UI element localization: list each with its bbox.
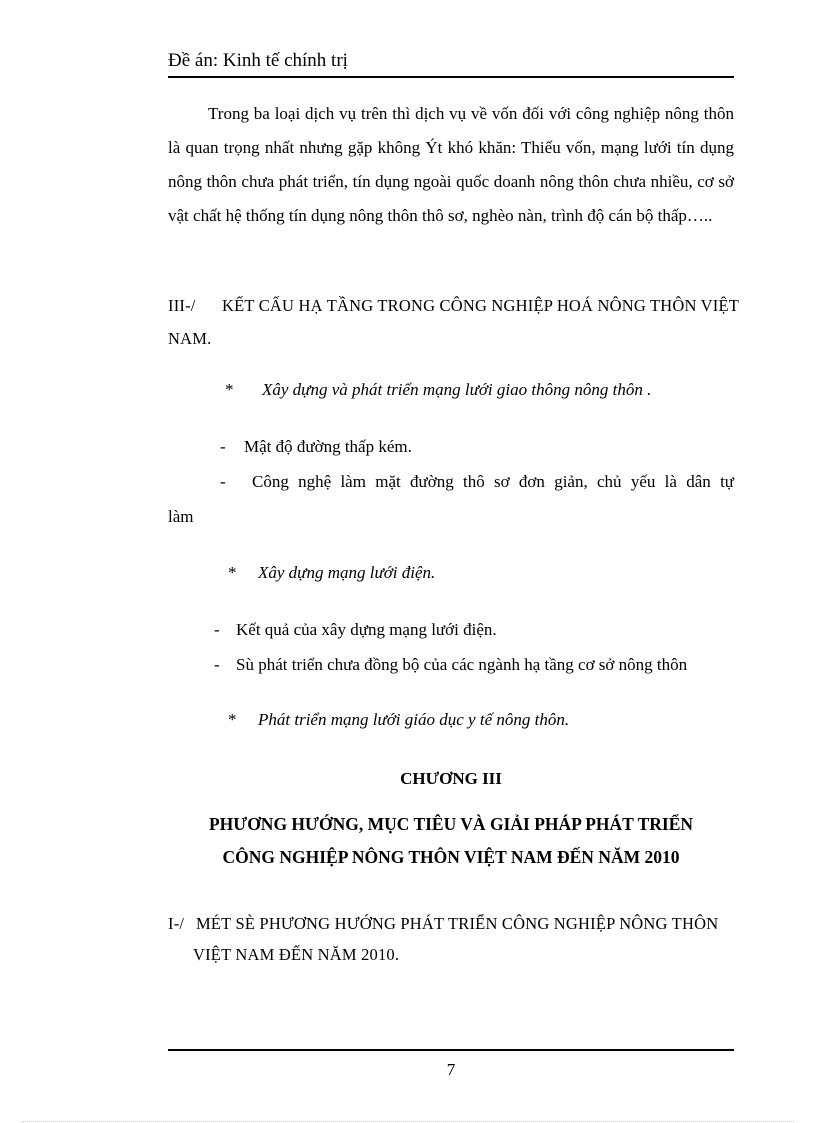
chapter-label: CHƯƠNG III xyxy=(400,769,502,788)
section1-title-line1: MÉT SÈ PHƯƠNG HƯỚNG PHÁT TRIỂN CÔNG NGHIỆP NÔNG THÔN xyxy=(196,914,719,933)
section3-number: III-/ xyxy=(168,296,196,315)
transport-item2-dash: - xyxy=(220,472,226,491)
intro-paragraph-text: Trong ba loại dịch vụ trên thì dịch vụ về vốn đối với công nghiệp nông thôn là quan trọng nhất nhưng gặp không Ýt khó khăn: Thiếu vốn, mạng lưới tín dụng nông thôn chưa phát triển, tín dụng ngoài quốc doanh nông thôn chưa nhiều, cơ sở vật chất hệ thống tín dụng nông thôn thô sơ, nghèo nàn, trình độ cán bộ thấp….. xyxy=(168,104,734,225)
chapter-title-line1: PHƯƠNG HƯỚNG, MỤC TIÊU VÀ GIẢI PHÁP PHÁT TRIỂN xyxy=(208,814,694,834)
power-subsection-title: Xây dựng mạng lưới điện. xyxy=(258,563,436,582)
section1-number: I-/ xyxy=(168,914,185,933)
running-header: Đề án: Kinh tế chính trị xyxy=(168,50,348,71)
transport-item2: Công nghệ làm mặt đường thô sơ đơn giản, chủ yếu là dân tự xyxy=(252,472,734,491)
education-bullet-marker: * xyxy=(228,710,237,729)
power-bullet-marker: * xyxy=(228,563,237,582)
power-item2-dash: - xyxy=(214,655,220,674)
section1-title-line2: VIỆT NAM ĐẾN NĂM 2010. xyxy=(193,945,400,964)
section3-title-line1: KẾT CẤU HẠ TẦNG TRONG CÔNG NGHIỆP HOÁ NÔNG THÔN VIỆT xyxy=(222,296,740,315)
transport-subsection-title: Xây dựng và phát triển mạng lưới giao thông nông thôn . xyxy=(262,380,652,399)
power-item2: Sù phát triển chưa đồng bộ của các ngành hạ tầng cơ sở nông thôn xyxy=(236,655,688,674)
page-edge-divider xyxy=(22,1121,794,1122)
intro-paragraph xyxy=(168,97,734,233)
footer-rule xyxy=(168,1049,734,1051)
section3-title-line2: NAM. xyxy=(168,329,212,348)
transport-bullet-marker: * xyxy=(225,380,234,399)
power-item1: Kết quả của xây dựng mạng lưới điện. xyxy=(236,620,497,639)
transport-item1: Mật độ đường thấp kém. xyxy=(244,437,412,456)
chapter-title-line2: CÔNG NGHIỆP NÔNG THÔN VIỆT NAM ĐẾN NĂM 2010 xyxy=(222,847,680,867)
transport-item1-dash: - xyxy=(220,437,226,456)
page-number: 7 xyxy=(446,1060,456,1079)
header-rule xyxy=(168,76,734,78)
education-subsection-title: Phát triển mạng lưới giáo dục y tế nông thôn. xyxy=(258,710,570,729)
power-item1-dash: - xyxy=(214,620,220,639)
transport-item2-continuation: làm xyxy=(168,507,194,526)
